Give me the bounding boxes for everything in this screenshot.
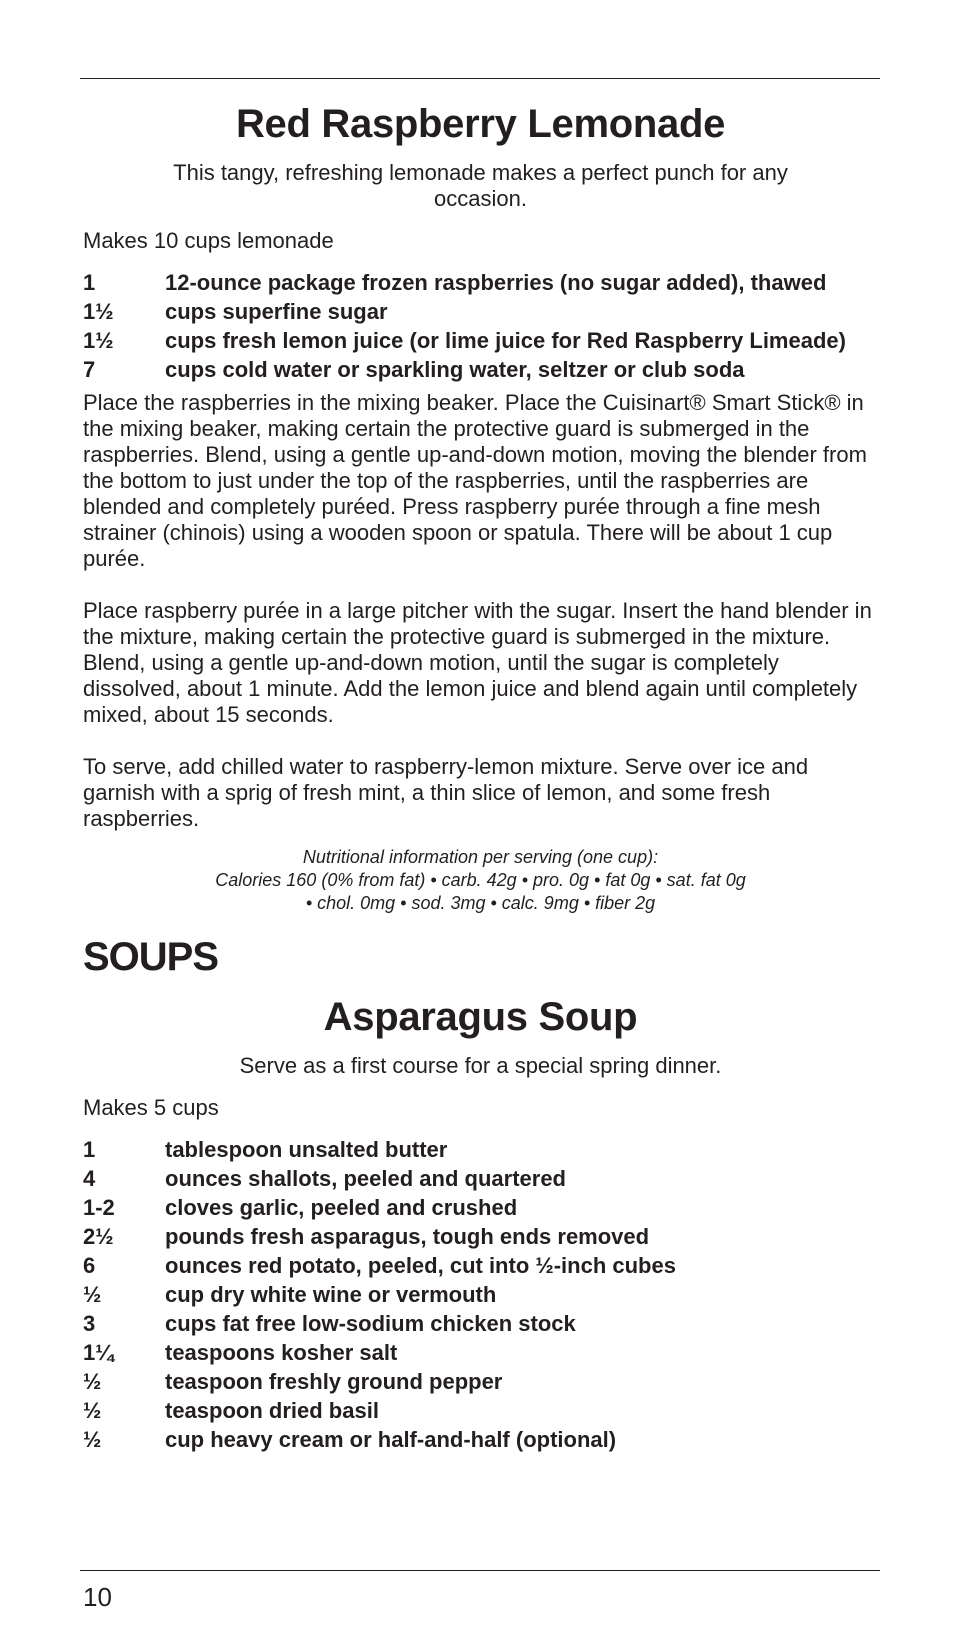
ingredient-row: [83, 1309, 878, 1338]
ingredient-qty: 4: [83, 1166, 96, 1191]
section-title-soups: SOUPS: [83, 935, 219, 979]
ingredient-item: pounds fresh asparagus, tough ends removed: [165, 1224, 650, 1249]
nutrition-line: Calories 160 (0% from fat) • carb. 42g • pro. 0g • fat 0g • sat. fat 0g: [215, 870, 746, 890]
ingredient-qty: 2½: [83, 1224, 114, 1249]
ingredient-row: [83, 1193, 878, 1222]
ingredient-qty: 1: [83, 1137, 96, 1162]
ingredient-item: tablespoon unsalted butter: [165, 1137, 448, 1162]
ingredient-qty: 1-2: [83, 1195, 115, 1220]
instruction-paragraph-2: Place raspberry purée in a large pitcher with the sugar. Insert the hand blender in the mixture, making certain the protective guard is submerged in the mixture. Blend, using a gentle up-and-down motion, until the sugar is completely dissolved, about 1 minute. Add the lemon juice and blend again until completely mixed, about 15 seconds.: [83, 598, 872, 727]
nutrition-line: • chol. 0mg • sod. 3mg • calc. 9mg • fiber 2g: [305, 893, 656, 913]
page-number: 10: [83, 1582, 112, 1612]
ingredient-item: cups cold water or sparkling water, seltzer or club soda: [165, 357, 745, 382]
nutrition-heading: Nutritional information per serving (one cup):: [302, 847, 659, 867]
ingredient-qty: 6: [83, 1253, 96, 1278]
ingredient-qty: 1¼: [83, 1340, 114, 1365]
ingredient-row: [83, 1135, 878, 1164]
ingredient-row: [83, 1367, 878, 1396]
ingredient-row: [83, 297, 878, 326]
ingredient-qty: ½: [83, 1398, 102, 1423]
page-content: [83, 100, 878, 1454]
ingredient-list-asparagus: [83, 1135, 878, 1454]
ingredient-qty: 1: [83, 270, 96, 295]
ingredient-qty: ½: [83, 1369, 102, 1394]
ingredient-item: teaspoon dried basil: [165, 1398, 379, 1423]
ingredient-row: [83, 1280, 878, 1309]
ingredient-qty: 1½: [83, 299, 114, 324]
ingredient-qty: 1½: [83, 328, 114, 353]
recipe-title-asparagus-soup: Asparagus Soup: [323, 995, 638, 1039]
recipe-title-raspberry-lemonade: Red Raspberry Lemonade: [235, 102, 726, 146]
nutrition-info: [83, 846, 878, 915]
ingredient-row: [83, 1425, 878, 1454]
ingredient-qty: 7: [83, 357, 96, 382]
bottom-rule: [80, 1570, 880, 1571]
instruction-paragraph-3: To serve, add chilled water to raspberry-lemon mixture. Serve over ice and garnish with a sprig of fresh mint, a thin slice of lemon, and some fresh raspberries.: [83, 754, 809, 831]
ingredient-row: [83, 1338, 878, 1367]
ingredient-item: cup heavy cream or half-and-half (optional): [165, 1427, 617, 1452]
ingredient-item: ounces red potato, peeled, cut into ½-inch cubes: [165, 1253, 676, 1278]
ingredient-qty: 3: [83, 1311, 96, 1336]
ingredient-row: [83, 1164, 878, 1193]
ingredient-item: cup dry white wine or vermouth: [165, 1282, 497, 1307]
ingredient-item: teaspoon freshly ground pepper: [165, 1369, 503, 1394]
instruction-paragraph-1: Place the raspberries in the mixing beaker. Place the Cuisinart® Smart Stick® in the mixing beaker, making certain the protective guard is submerged in the raspberries. Blend, using a gentle up-and-down motion, moving the blender from the bottom to just under the top of the raspberries, until the raspberries are blended and completely puréed. Press raspberry purée through a fine mesh strainer (chinois) using a wooden spoon or spatula. There will be about 1 cup purée.: [83, 390, 867, 571]
recipe-intro: This tangy, refreshing lemonade makes a perfect punch for any occasion.: [173, 160, 788, 211]
ingredient-item: 12-ounce package frozen raspberries (no sugar added), thawed: [165, 270, 827, 295]
ingredient-row: [83, 1222, 878, 1251]
recipe-intro: Serve as a first course for a special spring dinner.: [239, 1053, 722, 1078]
ingredient-item: cups superfine sugar: [165, 299, 388, 324]
ingredient-qty: ½: [83, 1427, 102, 1452]
ingredient-list-lemonade: [83, 268, 878, 384]
ingredient-item: cups fat free low-sodium chicken stock: [165, 1311, 576, 1336]
recipe-yield: Makes 10 cups lemonade: [83, 228, 334, 253]
ingredient-item: ounces shallots, peeled and quartered: [165, 1166, 566, 1191]
ingredient-qty: ½: [83, 1282, 102, 1307]
ingredient-row: [83, 326, 878, 355]
ingredient-item: teaspoons kosher salt: [165, 1340, 398, 1365]
recipe-yield: Makes 5 cups: [83, 1095, 219, 1120]
ingredient-item: cups fresh lemon juice (or lime juice for Red Raspberry Limeade): [165, 328, 846, 353]
ingredient-item: cloves garlic, peeled and crushed: [165, 1195, 518, 1220]
ingredient-row: [83, 1396, 878, 1425]
top-rule: [80, 78, 880, 79]
ingredient-row: [83, 355, 878, 384]
ingredient-row: [83, 1251, 878, 1280]
ingredient-row: [83, 268, 878, 297]
